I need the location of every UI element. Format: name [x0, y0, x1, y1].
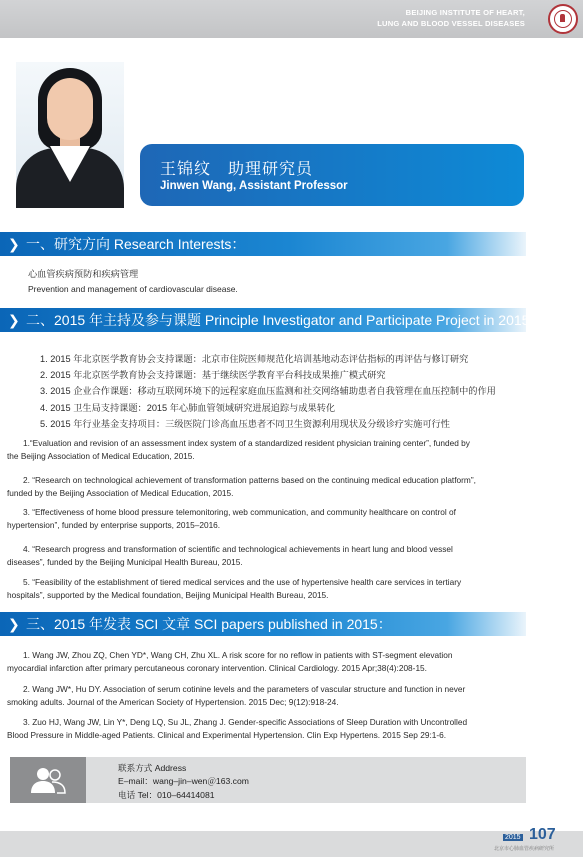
people-icon — [10, 757, 86, 803]
project-en-item — [7, 474, 507, 499]
footer-year-badge: 2015 — [505, 834, 521, 841]
chevron-right-icon: ❯ — [8, 312, 20, 328]
section-header-sci-papers — [0, 612, 526, 636]
chevron-right-icon: ❯ — [8, 236, 20, 252]
institute-name-line1: BEIJING INSTITUTE OF HEART, — [405, 8, 525, 17]
project-en-line: 4. “Research progress and transformation of scientific and technological achievements in heart lung and blood vessel — [23, 544, 453, 554]
research-interest-cn: 心血管疾病预防和疾病管理 — [28, 269, 139, 279]
paper-line: Blood Pressure in Middle-aged Patients. Clinical and Experimental Hypertension. Clin Exp Hypertens. 2015 Sep 29:1-6. — [7, 729, 447, 740]
project-en-line: diseases”, funded by the Beijing Municipal Health Bureau, 2015. — [7, 556, 243, 567]
contact-heading: 联系方式 Address — [118, 763, 187, 773]
section-title: 二、2015 年主持及参与课题 Principle Investigator and Participate Project in 2015： — [26, 312, 544, 328]
project-en-line: 2. “Research on technological achievement of transformation patterns based on the continuing medical education platform”, — [23, 475, 476, 485]
contact-panel — [10, 757, 526, 803]
name-english: Jinwen Wang, Assistant Professor — [160, 180, 348, 192]
paper-item — [7, 716, 507, 741]
footer-bar — [0, 831, 583, 857]
footer-subtitle: 北京市心肺血管疾病研究所 — [494, 846, 555, 852]
project-en-line: hospitals”, supported by the Medical foundation, Beijing Municipal Health Bureau, 2015. — [7, 589, 329, 600]
profile-photo — [16, 62, 124, 208]
project-cn-item: 2. 2015 年北京医学教育协会支持课题：基于继续医学教育平台科技成果推广模式研究 — [40, 370, 386, 380]
page-number: 107 — [529, 826, 556, 843]
paper-line: 1. Wang JW, Zhou ZQ, Chen YD*, Wang CH, Zhu XL. A risk score for no reflow in patients with ST-segment elevation — [23, 650, 453, 660]
project-cn-item: 1. 2015 年北京医学教育协会支持课题：北京市住院医师规范化培训基地动态评估指标的再评估与修订研究 — [40, 354, 469, 364]
institute-name-line2: LUNG AND BLOOD VESSEL DISEASES — [377, 19, 525, 28]
project-en-line: 3. “Effectiveness of home blood pressure telemonitoring, web communication, and community healthcare on control of — [23, 507, 456, 517]
name-chinese: 王锦纹 助理研究员 — [160, 161, 314, 178]
project-en-line: 5. “Feasibility of the establishment of tiered medical services and the use of hypertensive health care services in tertiary — [23, 577, 462, 587]
project-en-line: the Beijing Association of Medical Education, 2015. — [7, 450, 195, 461]
section-header-projects — [0, 308, 544, 332]
project-cn-item: 3. 2015 企业合作课题：移动互联网环境下的远程家庭血压监测和社交网络辅助患者自我管理在血压控制中的作用 — [40, 386, 496, 396]
paper-line: 3. Zuo HJ, Wang JW, Lin Y*, Deng LQ, Su JL, Zhang J. Gender-specific Associations of Sleep Duration with Uncontrolled — [23, 717, 468, 727]
project-en-line: hypertension”, funded by enterprise supports, 2015–2016. — [7, 519, 221, 530]
project-en-line: 1.“Evaluation and revision of an assessment index system of a standardized resident physician training center”, funded by — [23, 438, 470, 448]
project-en-item — [7, 576, 507, 601]
contact-phone: 电话 Tel：010–64414081 — [118, 790, 215, 800]
paper-item — [7, 683, 507, 708]
chevron-right-icon: ❯ — [8, 616, 20, 632]
project-cn-item: 4. 2015 卫生局支持课题：2015 年心肺血管领域研究进展追踪与成果转化 — [40, 403, 336, 413]
research-interest-en: Prevention and management of cardiovascular disease. — [28, 284, 238, 294]
project-en-item — [7, 543, 507, 568]
section-header-research-interests — [0, 232, 526, 256]
project-en-item — [7, 437, 507, 462]
institute-logo-icon — [548, 4, 578, 34]
paper-line: myocardial infarction after primary percutaneous coronary intervention. Clinical Cardiology. 2015 Apr;38(4):208-15. — [7, 662, 427, 673]
project-cn-item: 5. 2015 年行业基金支持项目：三级医院门诊高血压患者不同卫生资源利用现状及分级诊疗实施可行性 — [40, 419, 450, 429]
section-title: 三、2015 年发表 SCI 文章 SCI papers published in 2015： — [26, 616, 392, 632]
section-title: 一、研究方向 Research Interests： — [26, 236, 246, 252]
paper-item — [7, 649, 507, 674]
paper-line: smoking adults. Journal of the American Society of Hypertension. 2015 Dec; 9(12):918-24. — [7, 696, 339, 707]
project-en-line: funded by the Beijing Association of Medical Education, 2015. — [7, 487, 234, 498]
contact-email[interactable]: E–mail：wang–jin–wen＠163.com — [118, 776, 249, 786]
project-en-item — [7, 506, 507, 531]
paper-line: 2. Wang JW*, Hu DY. Association of serum cotinine levels and the parameters of vascular structure and function in never — [23, 684, 466, 694]
